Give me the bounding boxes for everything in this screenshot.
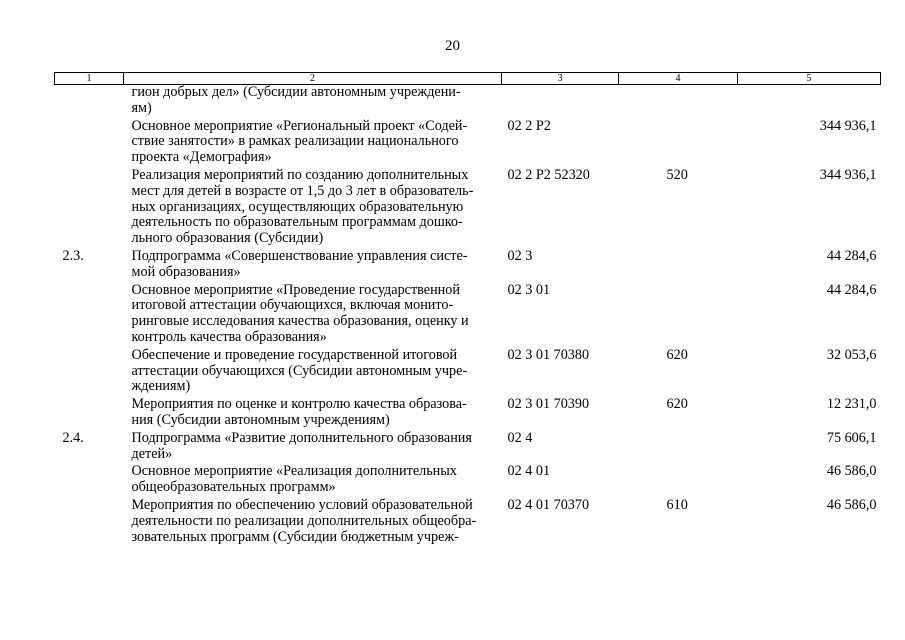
- row-sum: 44 284,6: [826, 247, 877, 264]
- row-sum: 46 586,0: [826, 496, 877, 513]
- row-expense-type: [619, 283, 738, 348]
- row-name: Обеспечение и проведение государственной итоговой аттестации обучающихся (Субсидии автономным учре- ждениям): [131, 346, 468, 395]
- table-row: [55, 431, 881, 465]
- row-expense-type: 610: [666, 496, 688, 513]
- row-number: [55, 119, 124, 168]
- page-number: 20: [445, 38, 460, 54]
- row-code: 02 3: [507, 247, 533, 264]
- row-sum: 32 053,6: [826, 346, 877, 363]
- row-expense-type: 620: [666, 396, 688, 413]
- row-number: [55, 348, 124, 397]
- row-code: 02 2 P2: [507, 117, 551, 134]
- row-code: 02 4: [507, 429, 533, 446]
- table-body: [55, 85, 881, 548]
- row-number: [55, 283, 124, 348]
- row-expense-type: [619, 119, 738, 168]
- row-number: [55, 498, 124, 547]
- row-expense-type: [619, 85, 738, 119]
- row-name: гион добрых дел» (Субсидии автономным учреждени- ям): [131, 84, 461, 116]
- column-header-5: 5: [738, 73, 881, 85]
- row-name: Основное мероприятие «Проведение государственной итоговой аттестации обучающихся, включая монито- ринговые исследования качества образования, оценку и контроль качества образования»: [131, 281, 469, 345]
- row-expense-type: 620: [666, 346, 688, 363]
- budget-table: [54, 72, 881, 547]
- table-row: [55, 348, 881, 397]
- row-sum: 75 606,1: [826, 429, 877, 446]
- row-number: 2.3.: [62, 247, 84, 264]
- row-number: [55, 464, 124, 498]
- row-name: Основное мероприятие «Реализация дополнительных общеобразовательных программ»: [131, 463, 457, 496]
- row-number: [55, 85, 124, 119]
- row-name: Мероприятия по обеспечению условий образовательной деятельности по реализации дополнительных общеобра- зовательных программ (Субсидии бюджетным учреж-: [131, 496, 477, 545]
- row-code: 02 3 01 70390: [507, 396, 590, 413]
- column-header-4: 4: [619, 73, 738, 85]
- table-row: [55, 283, 881, 348]
- row-sum: [738, 85, 881, 119]
- row-name: Мероприятия по оценке и контролю качества образова- ния (Субсидии автономным учреждениям): [131, 396, 467, 428]
- row-code: 02 3 01: [507, 281, 551, 298]
- row-code: 02 3 01 70380: [507, 346, 590, 363]
- row-number: 2.4.: [62, 429, 84, 446]
- row-code: [502, 85, 619, 119]
- row-name: Подпрограмма «Совершенствование управления систе- мой образования»: [131, 247, 468, 280]
- row-expense-type: [619, 464, 738, 498]
- header-row: [55, 73, 881, 85]
- row-code: 02 4 01 70370: [507, 496, 590, 513]
- row-sum: 44 284,6: [826, 281, 877, 298]
- column-header-3: 3: [502, 73, 619, 85]
- column-header-2: 2: [124, 73, 502, 85]
- table-row: [55, 464, 881, 498]
- row-name: Реализация мероприятий по созданию дополнительных мест для детей в возрасте от 1,5 до 3 лет в образователь- ных организациях, осуществляющих образовательную деятельность по образовательным программам дошко- льного образования (Субсидии): [131, 166, 474, 247]
- table-row: [55, 168, 881, 249]
- table-row: [55, 249, 881, 283]
- row-number: [55, 397, 124, 431]
- row-sum: 344 936,1: [819, 166, 877, 183]
- row-expense-type: [619, 431, 738, 465]
- column-header-1: 1: [55, 73, 124, 85]
- row-expense-type: 520: [666, 166, 688, 183]
- row-number: [55, 168, 124, 249]
- row-sum: 344 936,1: [819, 117, 877, 134]
- row-name: Основное мероприятие «Региональный проект «Содей- ствие занятости» в рамках реализации национального проекта «Демография»: [131, 117, 468, 166]
- row-name: Подпрограмма «Развитие дополнительного образования детей»: [131, 429, 472, 462]
- table-row: [55, 498, 881, 547]
- row-code: 02 2 P2 52320: [507, 166, 590, 183]
- row-code: 02 4 01: [507, 463, 551, 480]
- row-sum: 46 586,0: [826, 463, 877, 480]
- row-expense-type: [619, 249, 738, 283]
- table-row: [55, 397, 881, 431]
- row-sum: 12 231,0: [826, 396, 877, 413]
- table-row: [55, 85, 881, 119]
- table-header: [55, 73, 881, 85]
- table-row: [55, 119, 881, 168]
